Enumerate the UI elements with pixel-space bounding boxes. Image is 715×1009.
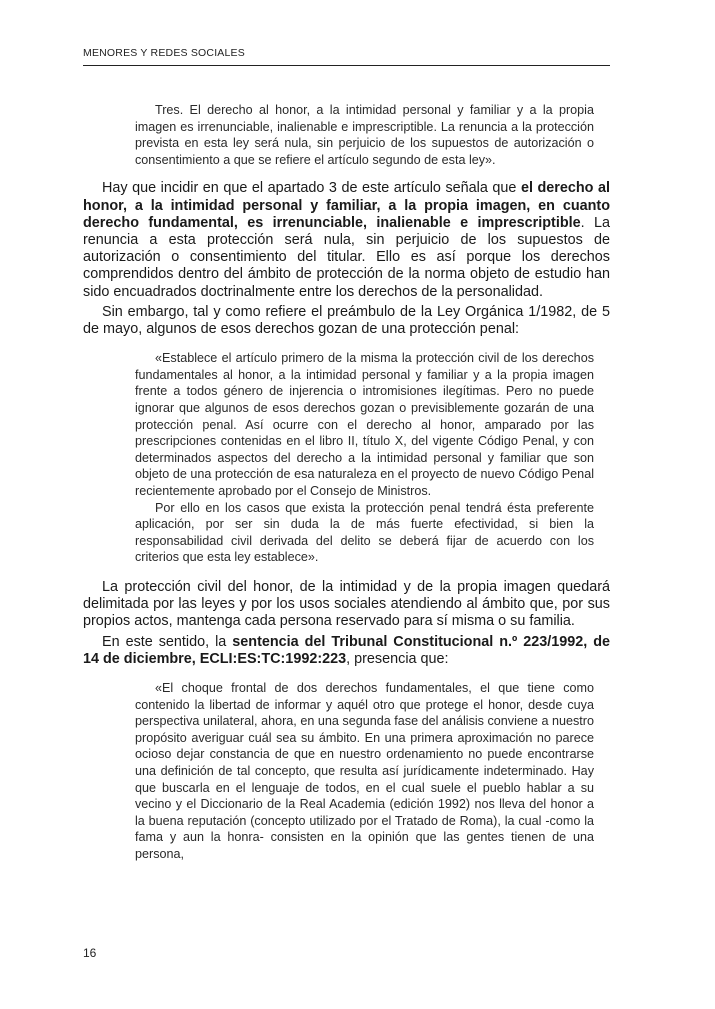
paragraph: La protección civil del honor, de la intimidad y de la propia imagen quedará delimitada por las leyes y por los usos sociales atendiendo al ámbito que, por sus propios actos, mantenga cada persona reservado para sí misma o su familia. [83,578,610,630]
text-run: , presencia que: [346,650,449,667]
quote-paragraph: «El choque frontal de dos derechos fundamentales, el que tiene como contenido la libertad de informar y aquél otro que protege el honor, desde cuya perspectiva unilateral, ahora, en una segunda fase del análisis conviene a nuestro propósito averiguar cuál sea su ámbito. En una primera aproximación no parece ocioso dejar constancia de que en nuestro ordenamiento no puede encontrarse una definición de tal concepto, que resulta así jurídicamente indeterminado. Hay que buscarla en el lenguaje de todos, en el cual suele el pueblo hablar a su vecino y el Diccionario de la Real Academia (edición 1992) nos lleva del honor a la buena reputación (concepto utilizado por el Tratado de Roma), la cual -como la fama y aun la honra- consisten en la opinión que las gentes tienen de una persona, [135,680,594,861]
body-paragraph-2 [83,304,610,338]
quote-paragraph: Tres. El derecho al honor, a la intimidad personal y familiar y a la propia imagen es irrenunciable, inalienable e imprescriptible. La renuncia a la protección prevista en esta ley será nula, sin perjuicio de los supuestos de autorización o consentimiento a que se refiere el artículo segundo de esta ley». [135,103,594,167]
quote-block-3 [135,680,594,863]
body-paragraph-1 [83,180,610,300]
text-run: Hay que incidir en que el apartado 3 de este artículo señala que [102,180,521,197]
quote-paragraph: «Establece el artículo primero de la misma la protección civil de los derechos fundamentales al honor, a la intimidad personal y familiar y a la propia imagen frente a todos género de injerencia o intromisiones ilegítimas. Pero no puede ignorar que algunos de esos derechos gozan o previsiblemente gozarán de una protección penal. Así ocurre con el derecho al honor, amparado por las prescripciones contenidas en el libro II, título X, del vigente Código Penal, y con determinados aspectos del derecho a la intimidad personal y familiar que son objeto de una protección de esa naturaleza en el proyecto de nuevo Código Penal recientemente aprobado por el Consejo de Ministros. [135,351,594,498]
paragraph [83,634,610,668]
running-header: MENORES Y REDES SOCIALES [83,47,610,66]
page-content [83,102,610,862]
paragraph [83,180,610,300]
text-run: . La renuncia a esta protección será nula, sin perjuicio de los supuestos de autorización o consentimiento del titular. Ello es así porque los derechos comprendidos dentro del ámbito de protección de la norma objeto de estudio han sido encuadrados doctrinalmente entre los derechos de la personalidad. [83,214,610,300]
bold-text-run: sentencia del Tribunal Constitucional n.º 223/1992, de 14 de diciembre, ECLI:ES:TC:1992:223 [83,633,610,667]
body-paragraph-3 [83,579,610,631]
quote-paragraph: Por ello en los casos que exista la protección penal tendrá ésta preferente aplicación, por ser sin duda la de más fuerte efectividad, si bien la responsabilidad civil derivada del delito se deberá fijar de acuerdo con los criterios que esta ley establece». [135,500,594,565]
page-number: 16 [83,946,97,960]
quote-block-2 [135,350,594,566]
body-paragraph-4 [83,634,610,668]
text-run: En este sentido, la [102,633,233,650]
paragraph: Sin embargo, tal y como refiere el preámbulo de la Ley Orgánica 1/1982, de 5 de mayo, algunos de esos derechos gozan de una protección penal: [83,303,610,337]
quote-block-1 [135,102,594,168]
bold-text-run: el derecho al honor, a la intimidad personal y familiar, a la propia imagen, en cuanto derecho fundamental, es irrenunciable, inalienable e imprescriptible [83,180,611,231]
